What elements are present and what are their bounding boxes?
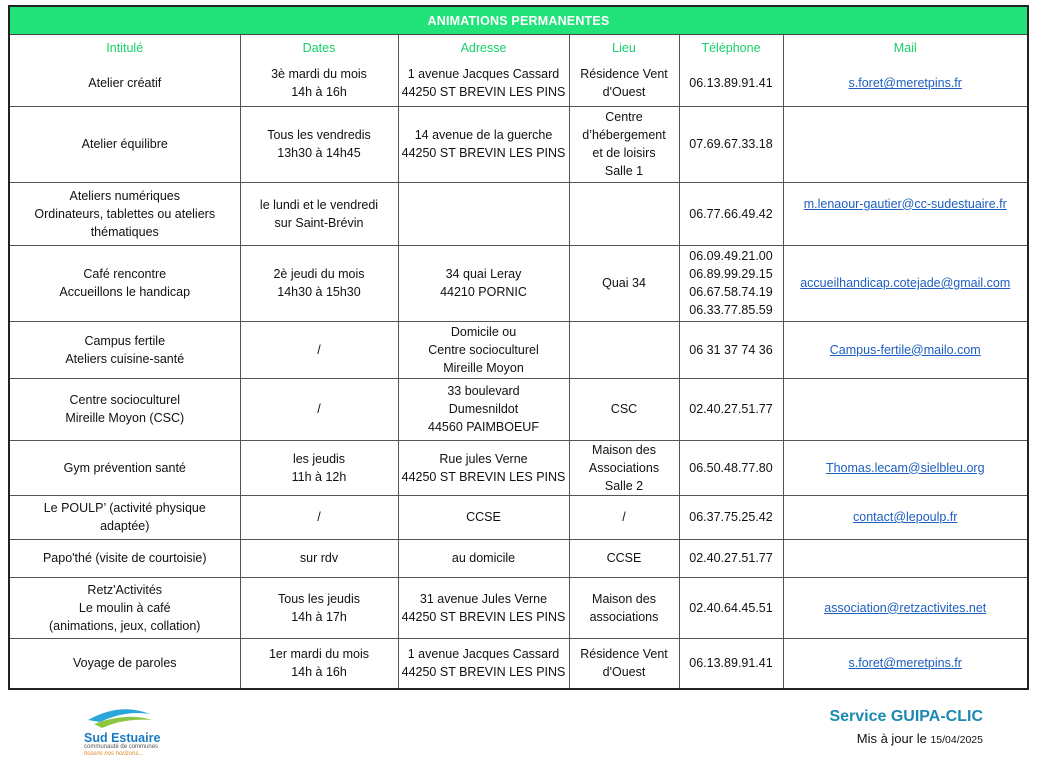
cell-adresse-line: Domicile ou bbox=[450, 324, 517, 339]
cell-intitule bbox=[10, 182, 240, 245]
cell-lieu bbox=[569, 61, 679, 106]
cell-lieu-line: Quai 34 bbox=[602, 276, 646, 290]
table-row bbox=[10, 440, 1027, 495]
cell-intitule bbox=[10, 321, 240, 378]
cell-adresse-line: 44250 ST BREVIN LES PINS bbox=[401, 469, 566, 484]
cell-adresse bbox=[398, 378, 569, 440]
cell-adresse-line: 44250 ST BREVIN LES PINS bbox=[401, 146, 566, 160]
cell-lieu bbox=[569, 106, 679, 182]
cell-dates-line: le lundi et le vendredi bbox=[259, 197, 379, 212]
cell-adresse-line: 44250 ST BREVIN LES PINS bbox=[401, 609, 566, 624]
cell-intitule bbox=[10, 61, 240, 106]
cell-mail bbox=[783, 378, 1027, 440]
cell-telephone-line: 06.09.49.21.00 bbox=[689, 249, 773, 263]
cell-telephone bbox=[679, 577, 783, 638]
cell-lieu-line: associations bbox=[589, 609, 659, 624]
cell-adresse-line: 33 boulevard bbox=[447, 384, 520, 398]
cell-dates-line: / bbox=[317, 510, 321, 524]
cell-intitule bbox=[10, 638, 240, 688]
cell-telephone-line: 06.33.77.85.59 bbox=[689, 303, 773, 317]
cell-adresse bbox=[398, 245, 569, 321]
cell-mail bbox=[783, 61, 1027, 106]
cell-telephone bbox=[679, 106, 783, 182]
cell-lieu bbox=[569, 440, 679, 495]
cell-lieu-line: Résidence Vent bbox=[580, 647, 668, 662]
col-header-lieu: Lieu bbox=[569, 35, 679, 61]
table-row bbox=[10, 378, 1027, 440]
cell-lieu bbox=[569, 182, 679, 245]
cell-adresse bbox=[398, 495, 569, 539]
cell-adresse-line: 44210 PORNIC bbox=[440, 285, 527, 299]
cell-intitule-line: thématiques bbox=[90, 224, 159, 239]
cell-dates bbox=[240, 378, 398, 440]
cell-lieu-line: / bbox=[622, 510, 626, 524]
cell-lieu bbox=[569, 539, 679, 577]
table-title: ANIMATIONS PERMANENTES bbox=[10, 7, 1027, 35]
cell-intitule-line: Voyage de paroles bbox=[72, 656, 177, 671]
cell-lieu-line: Associations bbox=[588, 460, 660, 475]
cell-dates-line: Tous les vendredis bbox=[267, 128, 371, 142]
cell-mail bbox=[783, 539, 1027, 577]
logo-name: Sud Estuaire bbox=[84, 731, 161, 745]
cell-intitule-line: Café rencontre bbox=[83, 267, 167, 281]
cell-intitule-line: Ateliers cuisine-santé bbox=[65, 351, 185, 366]
cell-lieu-line: CCSE bbox=[606, 551, 642, 565]
cell-mail bbox=[783, 577, 1027, 638]
cell-telephone-line: 06.67.58.74.19 bbox=[689, 285, 773, 299]
cell-dates-line: 14h à 16h bbox=[291, 85, 347, 100]
table-row bbox=[10, 321, 1027, 378]
service-name: Service GUIPA-CLIC bbox=[829, 708, 983, 725]
cell-intitule-line: Gym prévention santé bbox=[63, 460, 186, 475]
cell-telephone bbox=[679, 245, 783, 321]
cell-intitule-line: Retz'Activités bbox=[87, 582, 163, 597]
cell-intitule bbox=[10, 577, 240, 638]
cell-adresse bbox=[398, 638, 569, 688]
cell-mail bbox=[783, 638, 1027, 688]
col-header-mail: Mail bbox=[783, 35, 1027, 61]
cell-lieu bbox=[569, 577, 679, 638]
cell-intitule bbox=[10, 378, 240, 440]
cell-lieu-line: Salle 1 bbox=[604, 164, 644, 178]
cell-lieu bbox=[569, 378, 679, 440]
col-header-telephone: Téléphone bbox=[679, 35, 783, 61]
email-link[interactable]: Campus-fertile@mailo.com bbox=[829, 342, 981, 357]
cell-lieu bbox=[569, 638, 679, 688]
cell-intitule bbox=[10, 539, 240, 577]
cell-dates-line: 1er mardi du mois bbox=[268, 647, 370, 662]
cell-adresse-line: au domicile bbox=[451, 551, 516, 565]
cell-telephone bbox=[679, 321, 783, 378]
cell-adresse bbox=[398, 321, 569, 378]
table-row bbox=[10, 638, 1027, 688]
cell-adresse-line: 1 avenue Jacques Cassard bbox=[407, 647, 560, 662]
cell-telephone bbox=[679, 182, 783, 245]
cell-adresse bbox=[398, 440, 569, 495]
schedule-sheet bbox=[8, 5, 1029, 690]
email-link[interactable]: association@retzactivites.net bbox=[824, 600, 987, 615]
cell-intitule bbox=[10, 106, 240, 182]
cell-adresse bbox=[398, 106, 569, 182]
cell-intitule-line: Papo'thé (visite de courtoisie) bbox=[42, 551, 207, 565]
cell-mail bbox=[783, 440, 1027, 495]
cell-adresse-line: 14 avenue de la guerche bbox=[414, 128, 553, 142]
cell-intitule-line: Atelier équilibre bbox=[81, 137, 168, 151]
cell-dates-line: 13h30 à 14h45 bbox=[277, 146, 361, 160]
cell-lieu bbox=[569, 495, 679, 539]
cell-intitule-line: Ateliers numériques bbox=[69, 188, 180, 203]
cell-dates-line: 14h à 16h bbox=[291, 665, 347, 680]
col-header-intitule: Intitulé bbox=[10, 35, 240, 61]
cell-dates bbox=[240, 638, 398, 688]
cell-adresse-line: Rue jules Verne bbox=[439, 451, 528, 466]
cell-intitule bbox=[10, 440, 240, 495]
cell-adresse-line: CCSE bbox=[466, 510, 501, 524]
cell-dates bbox=[240, 440, 398, 495]
cell-lieu-line: Maison des bbox=[592, 442, 656, 457]
cell-dates bbox=[240, 577, 398, 638]
cell-intitule bbox=[10, 245, 240, 321]
cell-mail bbox=[783, 106, 1027, 182]
cell-intitule-line: adaptée) bbox=[100, 519, 150, 533]
col-header-adresse: Adresse bbox=[398, 35, 569, 61]
cell-adresse-line: 44250 ST BREVIN LES PINS bbox=[401, 85, 566, 100]
cell-telephone-line: 06 31 37 74 36 bbox=[689, 342, 773, 357]
cell-dates bbox=[240, 321, 398, 378]
cell-intitule-line: (animations, jeux, collation) bbox=[49, 618, 201, 633]
cell-lieu-line: CSC bbox=[610, 402, 638, 416]
cell-telephone-line: 06.89.99.29.15 bbox=[689, 267, 773, 281]
cell-dates bbox=[240, 245, 398, 321]
cell-adresse-line: 44560 PAIMBOEUF bbox=[428, 420, 539, 434]
cell-adresse-line: Mireille Moyon bbox=[443, 360, 524, 375]
email-link[interactable]: s.foret@meretpins.fr bbox=[848, 656, 962, 671]
cell-adresse bbox=[398, 182, 569, 245]
cell-mail bbox=[783, 321, 1027, 378]
cell-mail bbox=[783, 245, 1027, 321]
cell-intitule-line: Le POULP’ (activité physique bbox=[43, 501, 206, 515]
cell-lieu-line: d'Ouest bbox=[602, 85, 646, 100]
cell-dates-line: Tous les jeudis bbox=[278, 591, 360, 606]
cell-telephone-line: 02.40.64.45.51 bbox=[689, 600, 773, 615]
cell-lieu-line: Maison des bbox=[592, 591, 656, 606]
cell-adresse bbox=[398, 539, 569, 577]
cell-adresse-line: Dumesnildot bbox=[448, 402, 519, 416]
cell-dates bbox=[240, 182, 398, 245]
cell-telephone bbox=[679, 440, 783, 495]
cell-dates-line: 2è jeudi du mois bbox=[273, 267, 365, 281]
cell-lieu-line: Résidence Vent bbox=[580, 67, 668, 82]
cell-telephone-line: 06.13.89.91.41 bbox=[689, 656, 773, 671]
logo-tagline: tissons nos horizons... bbox=[84, 751, 144, 757]
cell-dates-line: 11h à 12h bbox=[291, 469, 347, 484]
table-row bbox=[10, 61, 1027, 106]
table-row bbox=[10, 539, 1027, 577]
table-row bbox=[10, 182, 1027, 245]
cell-telephone-line: 06.50.48.77.80 bbox=[689, 460, 773, 475]
cell-intitule-line: Mireille Moyon (CSC) bbox=[65, 411, 185, 425]
cell-lieu-line: d'Ouest bbox=[602, 665, 646, 680]
cell-telephone-line: 02.40.27.51.77 bbox=[689, 402, 773, 416]
cell-telephone-line: 06.77.66.49.42 bbox=[689, 206, 773, 221]
updated-date: 15/04/2025 bbox=[930, 734, 983, 746]
cell-telephone bbox=[679, 638, 783, 688]
cell-telephone bbox=[679, 61, 783, 106]
cell-lieu-line: et de loisirs bbox=[592, 146, 656, 160]
email-link[interactable]: Thomas.lecam@sielbleu.org bbox=[825, 460, 985, 475]
cell-telephone bbox=[679, 378, 783, 440]
activities-table bbox=[10, 35, 1027, 688]
cell-lieu-line: Salle 2 bbox=[604, 478, 644, 493]
cell-dates-line: 14h30 à 15h30 bbox=[277, 285, 361, 299]
table-row bbox=[10, 245, 1027, 321]
cell-mail bbox=[783, 182, 1027, 245]
cell-adresse-line: 44250 ST BREVIN LES PINS bbox=[401, 665, 566, 680]
update-info bbox=[857, 731, 983, 746]
cell-intitule-line: Le moulin à café bbox=[78, 600, 171, 615]
cell-intitule bbox=[10, 495, 240, 539]
cell-intitule-line: Atelier créatif bbox=[88, 76, 162, 91]
cell-dates bbox=[240, 61, 398, 106]
cell-dates bbox=[240, 495, 398, 539]
cell-dates-line: / bbox=[317, 402, 321, 416]
table-row bbox=[10, 106, 1027, 182]
cell-intitule-line: Centre socioculturel bbox=[69, 393, 180, 407]
table-row bbox=[10, 577, 1027, 638]
cell-telephone-line: 02.40.27.51.77 bbox=[689, 551, 773, 565]
email-link[interactable]: contact@lepoulp.fr bbox=[853, 510, 958, 524]
cell-telephone-line: 06.37.75.25.42 bbox=[689, 510, 773, 524]
cell-lieu-line: d’hébergement bbox=[582, 128, 666, 142]
cell-dates-line: / bbox=[317, 342, 321, 357]
cell-dates-line: sur Saint-Brévin bbox=[274, 215, 364, 230]
cell-lieu-line: Centre bbox=[605, 110, 643, 124]
email-link[interactable]: accueilhandicap.cotejade@gmail.com bbox=[800, 276, 1011, 290]
cell-dates-line: sur rdv bbox=[299, 551, 339, 565]
email-link[interactable]: s.foret@meretpins.fr bbox=[848, 76, 962, 91]
cell-telephone bbox=[679, 495, 783, 539]
cell-telephone-line: 07.69.67.33.18 bbox=[689, 137, 773, 151]
cell-dates bbox=[240, 539, 398, 577]
cell-adresse-line: 1 avenue Jacques Cassard bbox=[407, 67, 560, 82]
col-header-dates: Dates bbox=[240, 35, 398, 61]
cell-adresse-line: 34 quai Leray bbox=[445, 267, 522, 281]
cell-dates-line: 14h à 17h bbox=[291, 609, 347, 624]
updated-label: Mis à jour le bbox=[856, 731, 927, 746]
cell-adresse-line: 31 avenue Jules Verne bbox=[419, 591, 548, 606]
cell-dates-line: les jeudis bbox=[292, 451, 346, 466]
column-header-row bbox=[10, 35, 1027, 61]
email-link[interactable]: m.lenaour-gautier@cc-sudestuaire.fr bbox=[803, 196, 1007, 211]
cell-lieu bbox=[569, 245, 679, 321]
cell-dates-line: 3è mardi du mois bbox=[271, 67, 367, 82]
cell-mail bbox=[783, 495, 1027, 539]
cell-telephone-line: 06.13.89.91.41 bbox=[689, 76, 773, 91]
logo-subtitle: communauté de communes bbox=[84, 744, 159, 750]
table-row bbox=[10, 495, 1027, 539]
table-body bbox=[10, 61, 1027, 688]
cell-telephone bbox=[679, 539, 783, 577]
cell-intitule-line: Campus fertile bbox=[84, 333, 166, 348]
cell-adresse bbox=[398, 577, 569, 638]
cell-intitule-line: Ordinateurs, tablettes ou ateliers bbox=[34, 206, 216, 221]
cell-intitule-line: Accueillons le handicap bbox=[59, 285, 191, 299]
cell-lieu bbox=[569, 321, 679, 378]
cell-adresse bbox=[398, 61, 569, 106]
cell-dates bbox=[240, 106, 398, 182]
cell-adresse-line: Centre socioculturel bbox=[428, 342, 539, 357]
